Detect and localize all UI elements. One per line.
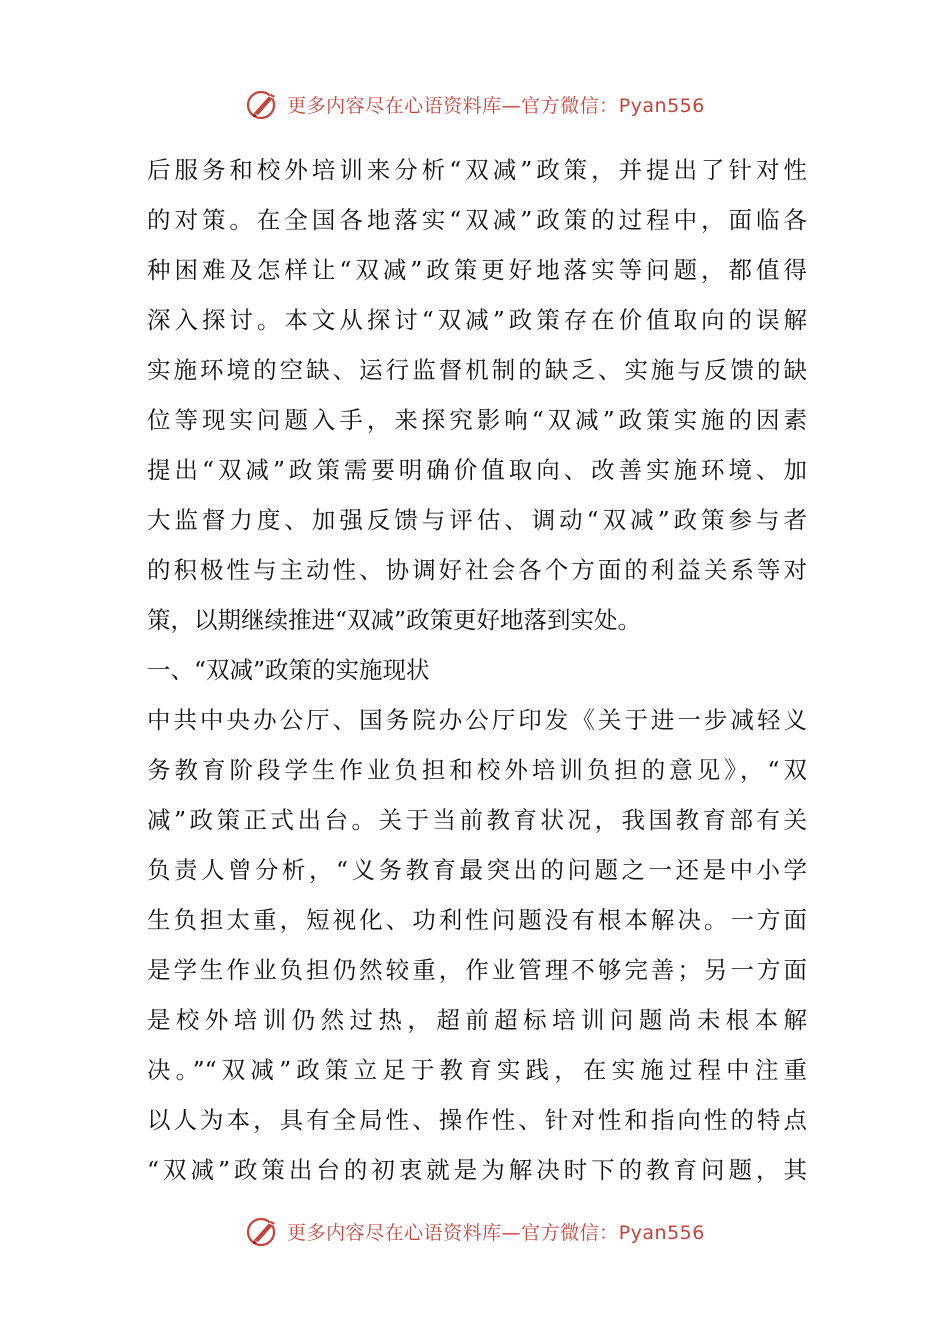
text-line: 提出“双减”政策需要明确价值取向、改善实施环境、加 [147,456,807,484]
banner-wechat-id: Pyan556 [618,94,705,117]
text-line: 的积极性与主动性、协调好社会各个方面的利益关系等对 [147,556,807,584]
banner-wechat-label: 官方微信： [521,1221,619,1244]
text-line: 是学生作业负担仍然较重，作业管理不够完善；另一方面 [147,956,807,984]
footer-watermark-banner [0,1211,950,1251]
text-line: 实施环境的空缺、运行监督机制的缺乏、实施与反馈的缺 [147,356,807,384]
text-line: 位等现实问题入手，来探究影响“双减”政策实施的因素 [147,406,807,434]
text-line: 以人为本，具有全局性、操作性、针对性和指向性的特点 [147,1106,807,1134]
text-line: 中共中央办公厅、国务院办公厅印发《关于进一步减轻义 [147,706,807,734]
banner-library-text: 更多内容尽在心语资料库 [287,94,502,117]
header-watermark-banner [0,84,950,124]
banner-text [287,1218,705,1245]
text-line: 策，以期继续推进“双减”政策更好地落到实处。 [147,606,642,634]
pen-logo-icon [245,1213,281,1249]
text-line: 后服务和校外培训来分析“双减”政策，并提出了针对性 [147,156,807,184]
banner-library-text: 更多内容尽在心语资料库 [287,1221,502,1244]
pen-logo-icon [245,86,281,122]
text-line: 负责人曾分析，“义务教育最突出的问题之一还是中小学 [147,856,807,884]
text-line: “双减”政策出台的初衷就是为解决时下的教育问题，其 [147,1156,807,1184]
text-line: 是校外培训仍然过热，超前超标培训问题尚未根本解 [147,1006,807,1034]
text-line: 务教育阶段学生作业负担和校外培训负担的意见》，“双 [147,756,807,784]
banner-dash: — [501,94,522,117]
text-line: 生负担太重，短视化、功利性问题没有根本解决。一方面 [147,906,807,934]
banner-wechat-label: 官方微信： [521,94,619,117]
text-line: 大监督力度、加强反馈与评估、调动“双减”政策参与者 [147,506,807,534]
text-line: 的对策。在全国各地落实“双减”政策的过程中，面临各 [147,206,807,234]
banner-wechat-id: Pyan556 [618,1221,705,1244]
text-line: 决。”“双减”政策立足于教育实践，在实施过程中注重 [147,1056,807,1084]
section-heading: 一、“双减”政策的实施现状 [147,656,430,684]
document-body [147,145,807,1195]
banner-text [287,91,705,118]
banner-dash: — [501,1221,522,1244]
text-line: 种困难及怎样让“双减”政策更好地落实等问题，都值得 [147,256,807,284]
text-line: 减”政策正式出台。关于当前教育状况，我国教育部有关 [147,806,807,834]
text-line: 深入探讨。本文从探讨“双减”政策存在价值取向的误解 [147,306,807,334]
